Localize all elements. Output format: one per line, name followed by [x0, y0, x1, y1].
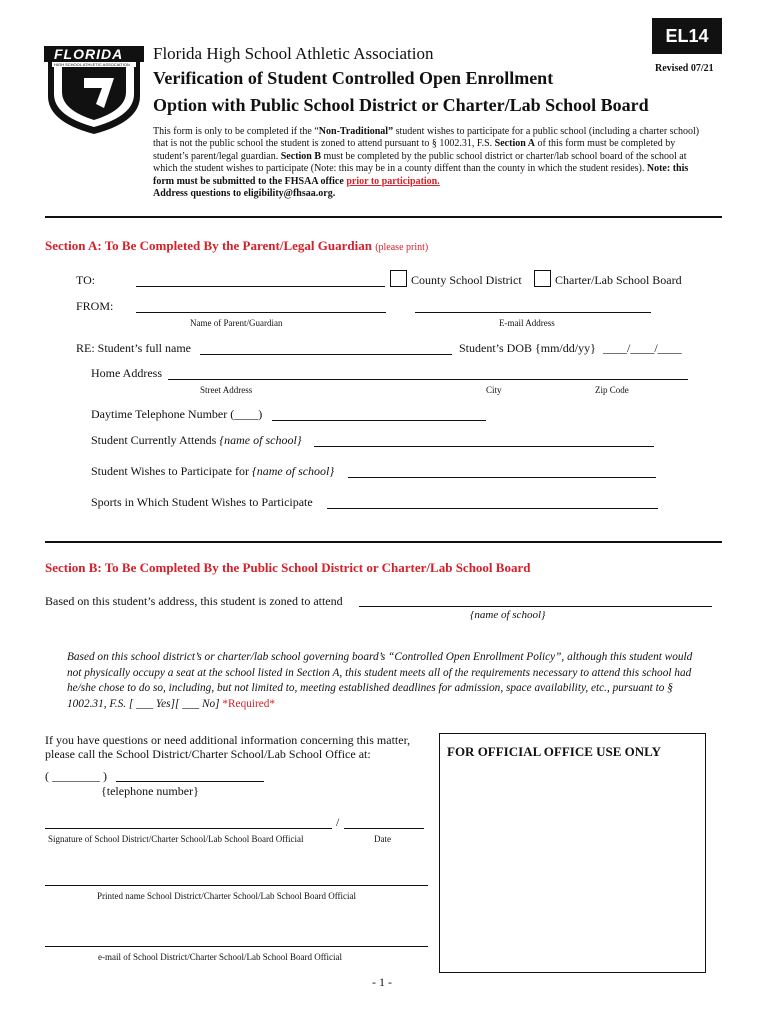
official-email-caption: e-mail of School District/Charter School/Lab School Board Official [98, 952, 343, 962]
sports-field[interactable] [327, 508, 658, 509]
questions-line2: please call the School District/Charter School/Lab School Office at: [45, 747, 371, 761]
signature-field[interactable] [45, 828, 332, 829]
fhsaa-logo-icon [44, 44, 144, 136]
district-phone-field[interactable] [116, 781, 264, 782]
official-email-field[interactable] [45, 946, 428, 947]
from-label: FROM: [76, 299, 114, 313]
phone-field[interactable] [272, 420, 486, 421]
zoned-caption: {name of school} [470, 609, 546, 621]
form-title-line2: Option with Public School District or Charter/Lab School Board [153, 95, 649, 115]
county-option-label: County School District [411, 273, 522, 287]
email-caption: E-mail Address [499, 318, 555, 328]
charter-option-label: Charter/Lab School Board [555, 273, 682, 287]
student-name-field[interactable] [200, 354, 452, 355]
official-use-title: FOR OFFICIAL OFFICE USE ONLY [447, 744, 662, 759]
page-number: - 1 - [372, 975, 392, 989]
form-title-line1: Verification of Student Controlled Open Enrollment [153, 68, 554, 88]
charter-checkbox[interactable] [534, 270, 551, 287]
header-divider [45, 216, 722, 218]
dob-field[interactable]: ____/____/____ [603, 341, 682, 355]
city-caption: City [486, 385, 502, 395]
official-use-box [439, 733, 706, 973]
logo-text: FLORIDA [54, 46, 124, 62]
signature-caption: Signature of School District/Charter School/Lab School Board Official [48, 834, 304, 844]
organization-name: Florida High School Athletic Association [153, 44, 434, 63]
zoned-school-field[interactable] [359, 606, 712, 607]
parent-name-caption: Name of Parent/Guardian [190, 318, 283, 328]
street-caption: Street Address [200, 385, 253, 395]
sports-label: Sports in Which Student Wishes to Participate [91, 495, 313, 509]
printed-name-caption: Printed name School District/Charter School/Lab School Board Official [97, 891, 357, 901]
dob-label: Student’s DOB {mm/dd/yy} [459, 341, 596, 355]
policy-statement: Based on this school district’s or charter/lab school governing board’s “Controlled Open Enrollment Policy”, although this student would not physically occupy a seat at the school listed in Section A, this student meets all of the requirements necessary to attend this school had he/she chose to do so, including, but not limited to, meeting established deadlines for admission, space availability, etc., pursuant to § 1002.31, F.S. [ ___ Yes][ ___ No] *Required* [67, 651, 693, 710]
to-label: TO: [76, 273, 96, 287]
home-address-field[interactable] [168, 379, 688, 380]
questions-line1: If you have questions or need additional information concerning this matter, [45, 733, 411, 747]
to-field[interactable] [136, 286, 385, 287]
date-field[interactable] [344, 828, 424, 829]
parent-name-field[interactable] [136, 312, 386, 313]
zip-caption: Zip Code [595, 385, 629, 395]
zoned-label: Based on this student’s address, this student is zoned to attend [45, 594, 343, 608]
wishes-field[interactable] [348, 477, 656, 478]
revised-date: Revised 07/21 [655, 63, 714, 74]
section-divider [45, 541, 722, 543]
section-b-title: Section B: To Be Completed By the Public School District or Charter/Lab School Board [45, 560, 531, 575]
attends-field[interactable] [314, 446, 654, 447]
date-caption: Date [374, 834, 391, 844]
district-phone-prefix[interactable]: ( ________ ) [45, 769, 107, 783]
parent-email-field[interactable] [415, 312, 651, 313]
attends-label: Student Currently Attends {name of school} [91, 433, 302, 447]
student-name-label: RE: Student’s full name [76, 341, 191, 355]
county-checkbox[interactable] [390, 270, 407, 287]
logo-subtext: HIGH SCHOOL ATHLETIC ASSOCIATION [54, 62, 130, 67]
section-a-title: Section A: To Be Completed By the Parent/Legal Guardian (please print) [45, 238, 429, 253]
printed-name-field[interactable] [45, 885, 428, 886]
phone-label: Daytime Telephone Number (____) [91, 407, 263, 421]
home-address-label: Home Address [91, 366, 162, 380]
form-code-badge: EL14 [652, 18, 722, 54]
date-slash: / [336, 815, 340, 829]
wishes-label: Student Wishes to Participate for {name of school} [91, 464, 335, 478]
phone-caption: {telephone number} [101, 784, 199, 798]
intro-paragraph: This form is only to be completed if the “Non-Traditional” student wishes to participate for a public school (including a charter school) that is not the public school the student is zoned to attend pursuant to § 1002.31, F.S. Section A of this form must be completed by student’s parent/legal guardian. Section B must be completed by the public school district or charter/lab school board of the school at which the student wishes to participate (Note: this may be in a county diffent than the county in which the student resides). Note: this form must be submitted to the FHSAA office prior to participation. Address questions to eligibility@fhsaa.org. [153, 126, 700, 200]
